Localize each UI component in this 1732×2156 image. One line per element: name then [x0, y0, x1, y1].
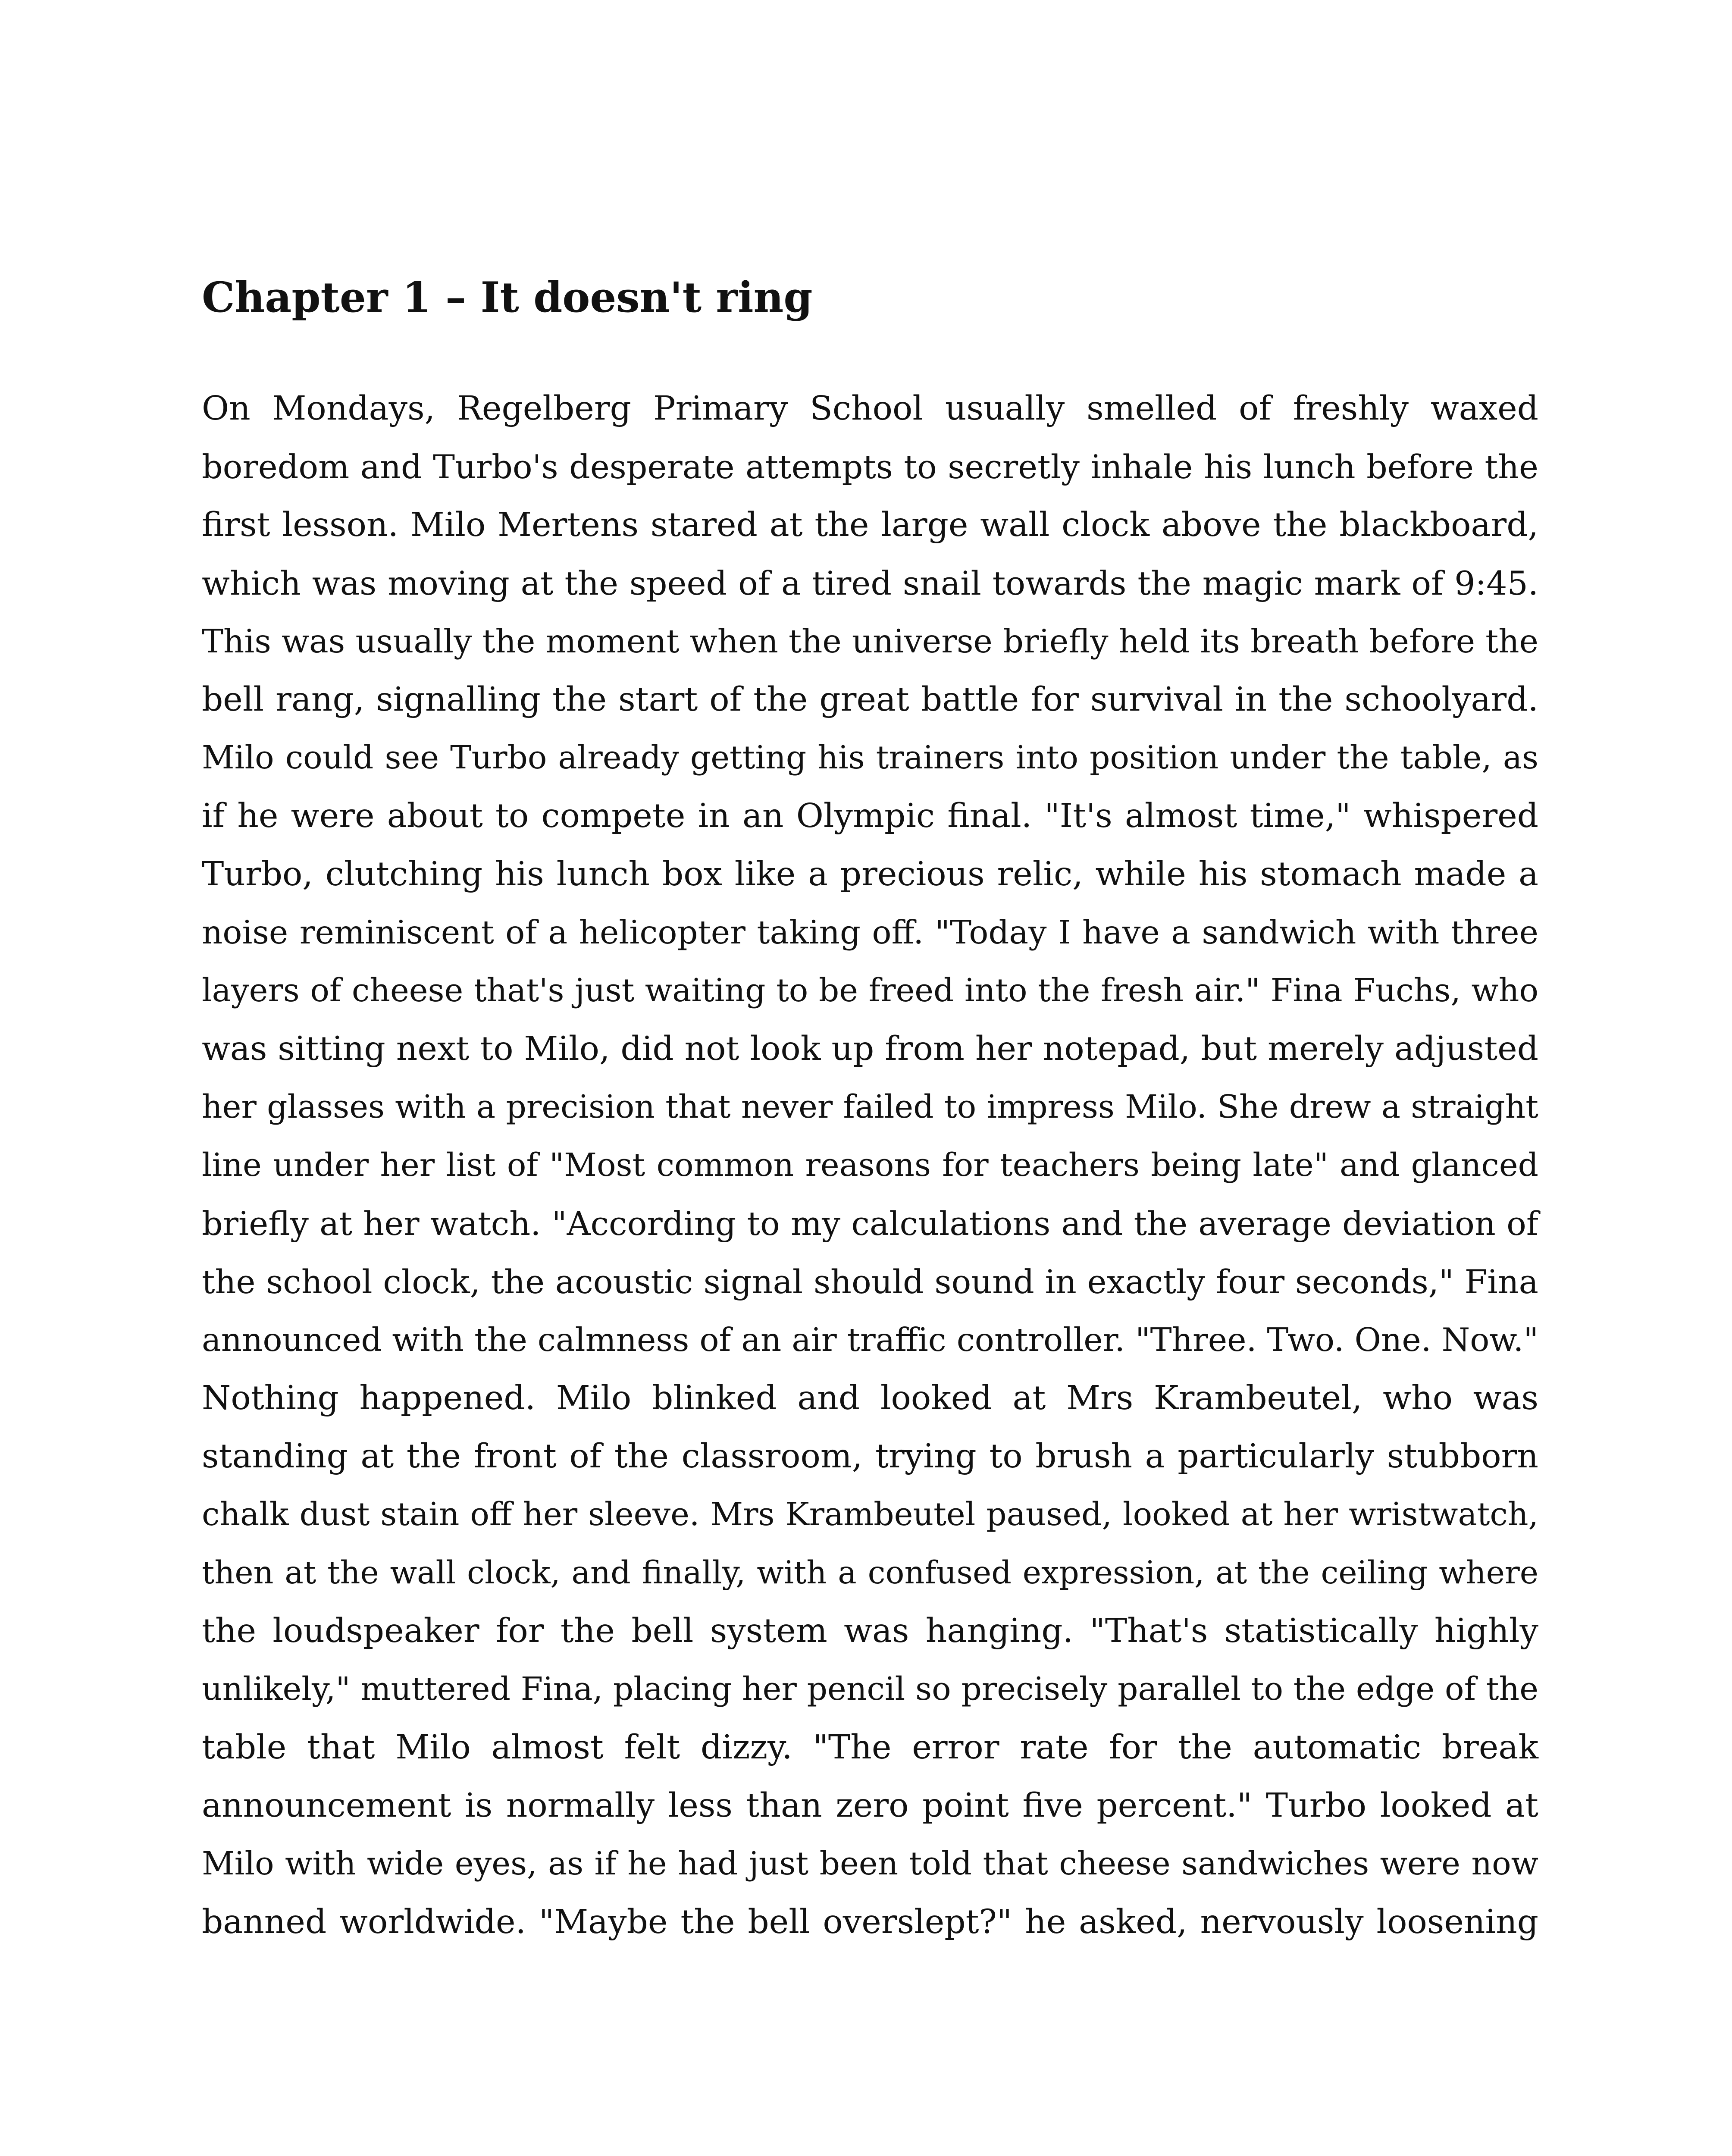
body-line: Milo with wide eyes, as if he had just been told that cheese sandwiches were now	[202, 1845, 1538, 1882]
body-line: if he were about to compete in an Olympic final. "It's almost time," whispered	[202, 797, 1538, 835]
body-line: standing at the front of the classroom, trying to brush a particularly stubborn	[202, 1437, 1538, 1476]
body-line: first lesson. Milo Mertens stared at the large wall clock above the blackboard,	[202, 506, 1538, 544]
body-line: announcement is normally less than zero point five percent." Turbo looked at	[202, 1786, 1538, 1825]
body-line: banned worldwide. "Maybe the bell overslept?" he asked, nervously loosening	[202, 1903, 1538, 1941]
body-line: the school clock, the acoustic signal should sound in exactly four seconds," Fina	[202, 1263, 1538, 1301]
body-line: table that Milo almost felt dizzy. "The error rate for the automatic break	[202, 1728, 1538, 1767]
body-line: chalk dust stain off her sleeve. Mrs Krambeutel paused, looked at her wristwatch,	[202, 1496, 1538, 1533]
body-line: her glasses with a precision that never failed to impress Milo. She drew a straight	[202, 1088, 1538, 1125]
body-line: the loudspeaker for the bell system was hanging. "That's statistically highly	[202, 1612, 1538, 1650]
body-line: bell rang, signalling the start of the great battle for survival in the schoolyard.	[202, 680, 1538, 719]
body-line: briefly at her watch. "According to my calculations and the average deviation of	[202, 1204, 1538, 1243]
body-line: Turbo, clutching his lunch box like a precious relic, while his stomach made a	[202, 855, 1538, 893]
body-line: layers of cheese that's just waiting to be freed into the fresh air." Fina Fuchs, who	[202, 972, 1538, 1009]
body-line: Nothing happened. Milo blinked and looked at Mrs Krambeutel, who was	[202, 1379, 1538, 1417]
body-line: announced with the calmness of an air traffic controller. "Three. Two. One. Now."	[202, 1321, 1538, 1359]
body-line: On Mondays, Regelberg Primary School usually smelled of freshly waxed	[202, 389, 1538, 428]
body-line: line under her list of "Most common reasons for teachers being late" and glanced	[202, 1147, 1538, 1184]
body-line: Milo could see Turbo already getting his trainers into position under the table, as	[202, 739, 1538, 776]
body-line: boredom and Turbo's desperate attempts to secretly inhale his lunch before the	[202, 448, 1538, 486]
body-line: This was usually the moment when the universe briefly held its breath before the	[202, 622, 1538, 660]
body-line: noise reminiscent of a helicopter taking off. "Today I have a sandwich with three	[202, 913, 1538, 951]
body-line: was sitting next to Milo, did not look up from her notepad, but merely adjusted	[202, 1030, 1538, 1068]
body-line: which was moving at the speed of a tired snail towards the magic mark of 9:45.	[202, 564, 1538, 602]
body-line: unlikely," muttered Fina, placing her pencil so precisely parallel to the edge of the	[202, 1670, 1538, 1708]
body-line: then at the wall clock, and finally, with a confused expression, at the ceiling where	[202, 1554, 1538, 1591]
chapter-title: Chapter 1 – It doesn't ring	[202, 273, 813, 322]
chapter-body	[202, 379, 1538, 1951]
